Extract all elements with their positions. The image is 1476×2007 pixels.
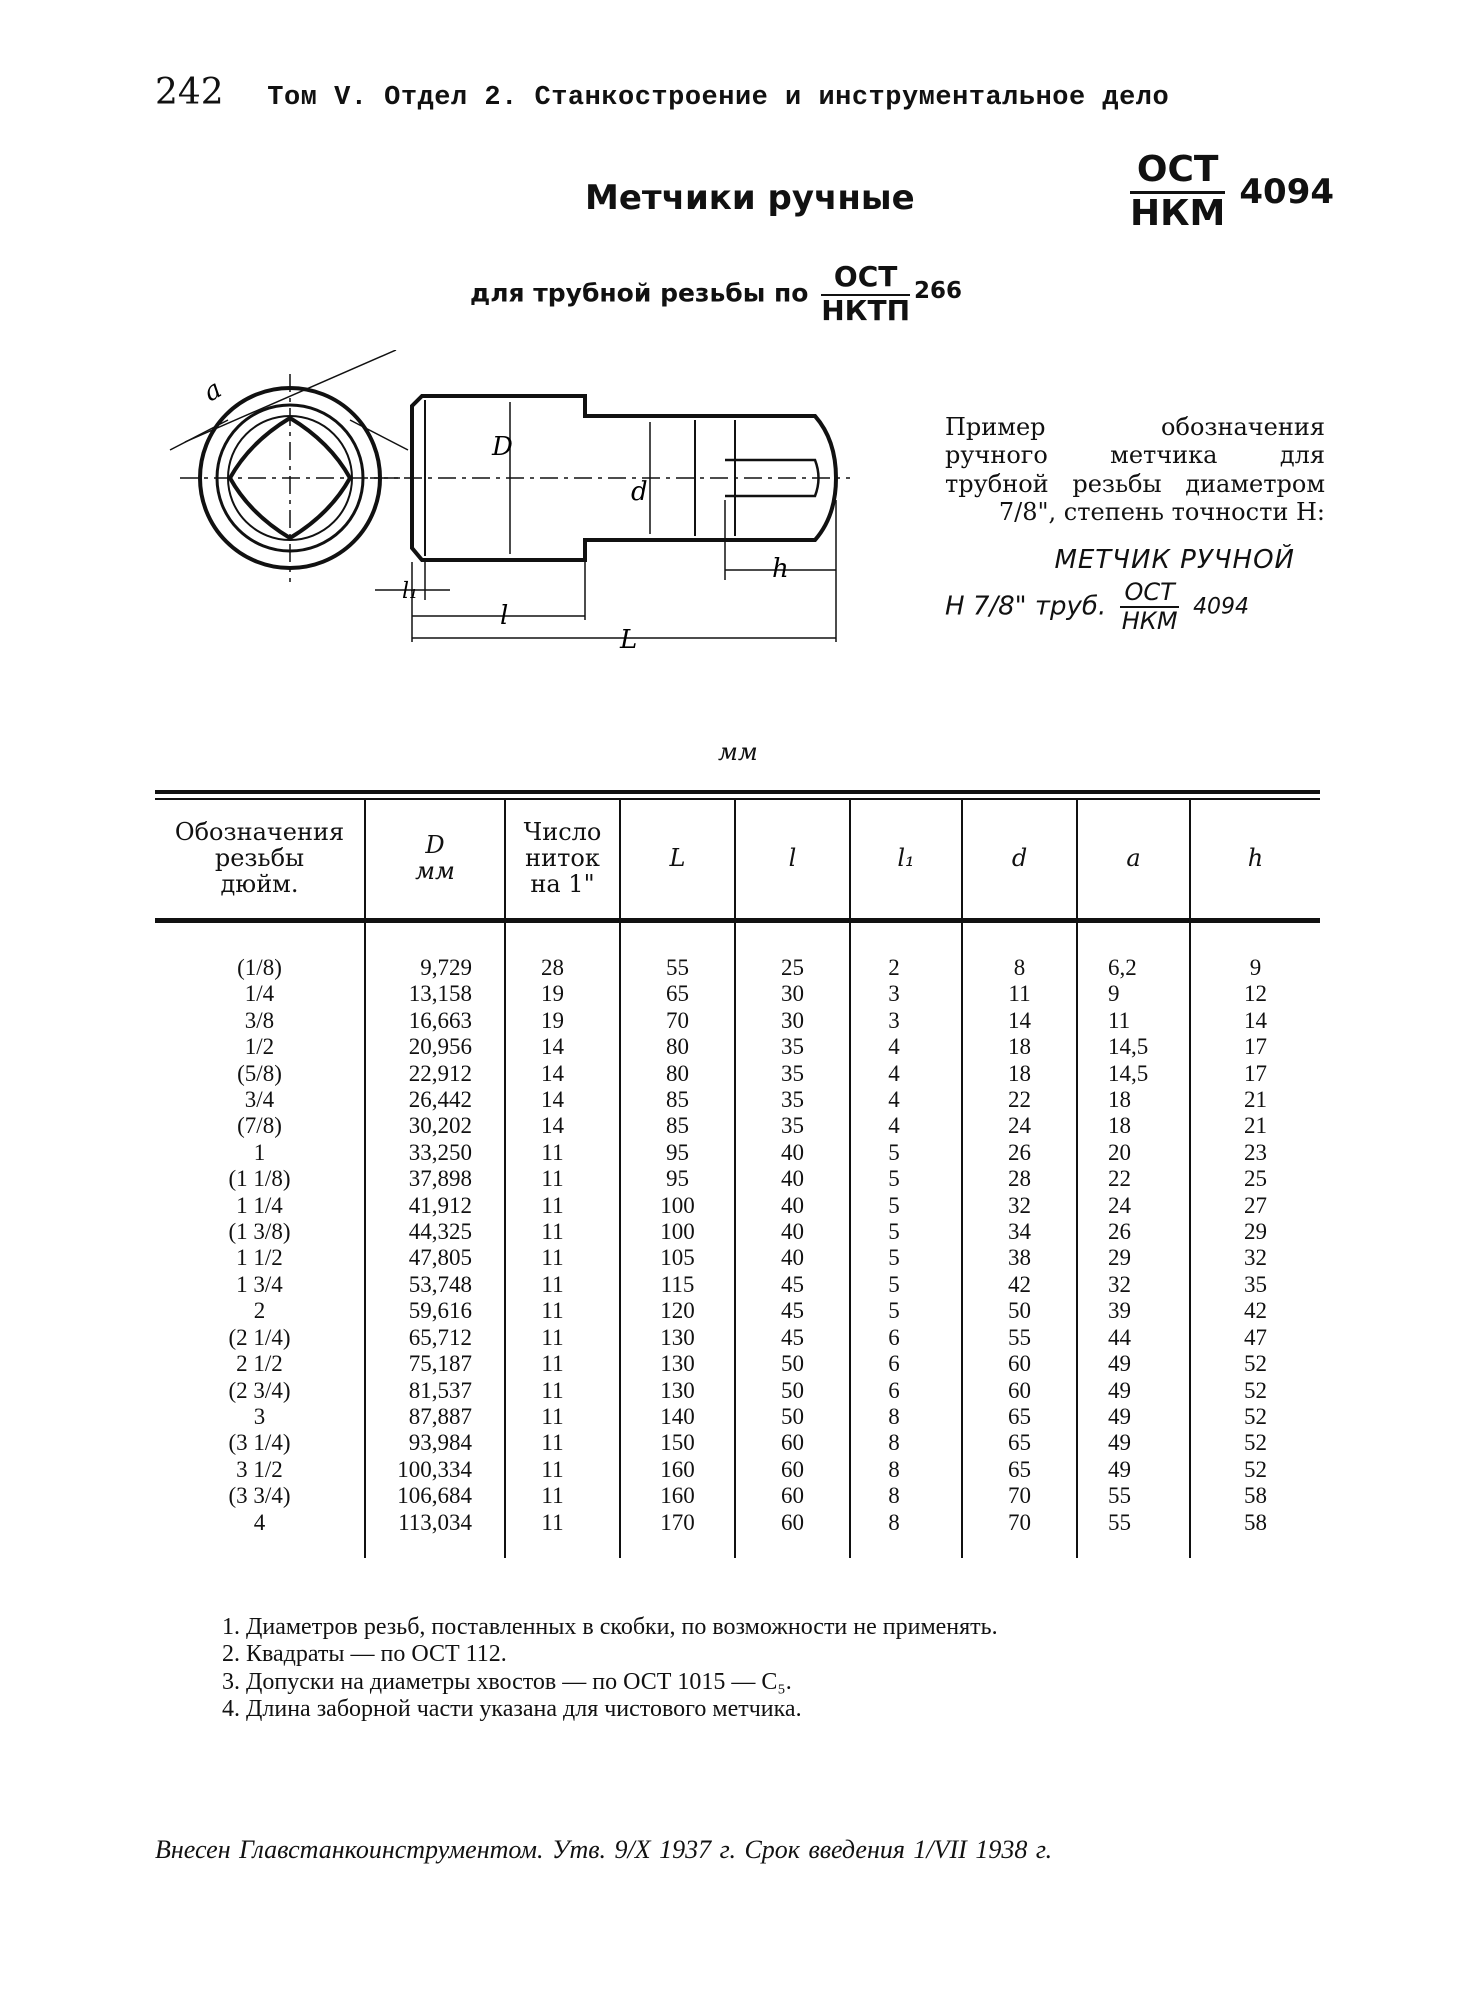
tap-drawing: [150, 350, 870, 670]
running-title: Том V. Отдел 2. Станкостроение и инструментальное дело: [267, 83, 1170, 113]
table-cell: 22: [1008, 1087, 1031, 1113]
designation-line1: МЕТЧИК РУЧНОЙ: [1054, 545, 1295, 575]
table-cell: 100,334: [397, 1456, 472, 1482]
table-cell: (3 3/4): [228, 1483, 291, 1509]
table-cell: 24: [1008, 1113, 1031, 1139]
label-L: L: [620, 625, 638, 655]
table-cell: 44,325: [408, 1219, 472, 1245]
header-l: l: [735, 800, 850, 918]
table-cell: 40: [781, 1139, 804, 1165]
table-cell: 40: [781, 1166, 804, 1192]
table-cell: 95: [666, 1166, 689, 1192]
header-D: D мм: [365, 800, 505, 918]
table-cell: 14: [541, 1113, 564, 1139]
table-cell: 42: [1244, 1298, 1267, 1324]
table-cell: 18: [1008, 1060, 1031, 1086]
table-cell: 12: [1244, 981, 1267, 1007]
table-cell: 9,729: [420, 955, 472, 980]
table-cell: 113,034: [398, 1509, 472, 1535]
standard-fraction: [1130, 150, 1225, 233]
table-cell: 8: [888, 1456, 900, 1482]
column-l: [735, 923, 850, 1558]
table-cell: 87,887: [408, 1403, 472, 1429]
table-cell: 60: [781, 1430, 804, 1456]
table-cell: 1/4: [244, 981, 275, 1007]
table-cell: 32: [1108, 1271, 1131, 1297]
table-cell: 11: [541, 1298, 564, 1324]
table-cell: 52: [1244, 1403, 1267, 1429]
page-number: 242: [155, 72, 224, 113]
header-threads: Число ниток на 1": [505, 800, 620, 918]
table-cell: 11: [541, 1483, 564, 1509]
table-cell: 39: [1108, 1298, 1131, 1324]
table-cell: 70: [666, 1007, 689, 1033]
table-cell: 8: [888, 1483, 900, 1509]
standard-number: 4094: [1239, 171, 1335, 212]
column-D: [365, 923, 505, 1558]
table-cell: 49: [1108, 1430, 1131, 1456]
column-designation: [155, 923, 365, 1558]
table-cell: 5: [888, 1219, 900, 1245]
table-cell: 60: [1008, 1351, 1031, 1377]
table-cell: 170: [660, 1509, 695, 1535]
table-cell: 50: [781, 1377, 804, 1403]
table-cell: 1 1/4: [236, 1192, 283, 1218]
table-cell: 85: [666, 1113, 689, 1139]
table-cell: 65: [1008, 1403, 1031, 1429]
table-cell: 35: [781, 1087, 804, 1113]
table-cell: 49: [1108, 1351, 1131, 1377]
table-cell: 45: [781, 1298, 804, 1324]
table-cell: 8: [1013, 955, 1026, 980]
table-cell: 1/2: [244, 1034, 275, 1060]
label-l: l: [500, 601, 509, 631]
table-cell: 28: [1008, 1166, 1031, 1192]
table-cell: 5: [888, 1139, 900, 1165]
table-cell: 42: [1008, 1271, 1031, 1297]
table-cell: 60: [781, 1483, 804, 1509]
table-cell: 32: [1244, 1245, 1267, 1271]
table-cell: 33,250: [408, 1139, 472, 1165]
table-cell: 5: [888, 1298, 900, 1324]
table-cell: 26,442: [408, 1087, 472, 1113]
table-body: [155, 923, 1320, 1558]
table-cell: (1 3/8): [228, 1219, 291, 1245]
dimensions-table: [155, 790, 1320, 1558]
table-cell: 21: [1244, 1113, 1267, 1139]
table-cell: 3: [253, 1403, 266, 1429]
table-cell: 4: [888, 1087, 900, 1113]
table-cell: 55: [1108, 1483, 1131, 1509]
standard-bottom: НКМ: [1130, 192, 1226, 234]
table-cell: (5/8): [237, 1060, 282, 1086]
subtitle-bottom: НКТП: [821, 293, 911, 327]
subtitle-fraction: [821, 262, 910, 327]
table-cell: 1: [253, 1139, 266, 1165]
table-cell: 6: [888, 1351, 900, 1377]
table-cell: 52: [1244, 1456, 1267, 1482]
table-cell: 2: [888, 955, 900, 980]
table-cell: 150: [660, 1430, 695, 1456]
header-designation: Обозначения резьбы дюйм.: [174, 818, 345, 898]
subtitle-number: 266: [914, 278, 963, 304]
table-cell: 11: [541, 1509, 564, 1535]
table-cell: 55: [1108, 1509, 1131, 1535]
table-cell: 11: [541, 1456, 564, 1482]
table-cell: 1 3/4: [236, 1271, 283, 1297]
table-cell: 8: [888, 1430, 900, 1456]
table-cell: 20,956: [408, 1034, 472, 1060]
table-cell: 4: [888, 1113, 900, 1139]
table-cell: 11: [541, 1166, 564, 1192]
note-2: 2. Квадраты — по ОСТ 112.: [222, 1641, 507, 1668]
designation-line2: [945, 579, 1295, 635]
table-cell: 27: [1244, 1192, 1267, 1218]
table-cell: 11: [541, 1377, 564, 1403]
table-cell: 9: [1108, 981, 1120, 1007]
table-cell: 30: [781, 1007, 804, 1033]
table-cell: 6,2: [1108, 955, 1137, 980]
designation-top: ОСТ: [1120, 579, 1178, 608]
table-cell: 60: [781, 1456, 804, 1482]
table-cell: 26: [1008, 1139, 1031, 1165]
table-cell: 34: [1008, 1219, 1031, 1245]
table-cell: 52: [1244, 1351, 1267, 1377]
table-cell: 55: [1008, 1324, 1031, 1350]
table-cell: 11: [541, 1351, 564, 1377]
designation-fraction: [1120, 579, 1178, 635]
table-cell: 17: [1244, 1060, 1267, 1086]
table-cell: 105: [660, 1245, 695, 1271]
standard-top: ОСТ: [1130, 150, 1225, 194]
table-cell: 80: [666, 1034, 689, 1060]
table-cell: 45: [781, 1271, 804, 1297]
table-cell: 14: [541, 1034, 564, 1060]
table-cell: 14: [541, 1060, 564, 1086]
table-cell: 60: [781, 1509, 804, 1535]
table-cell: 65,712: [408, 1324, 472, 1350]
header-d: d: [962, 800, 1077, 918]
table-cell: 2 1/2: [236, 1351, 283, 1377]
table-cell: 38: [1008, 1245, 1031, 1271]
column-l1: [850, 923, 962, 1558]
page-title: Метчики ручные: [585, 178, 915, 218]
table-cell: 5: [888, 1192, 900, 1218]
table-cell: 106,684: [397, 1483, 472, 1509]
table-cell: 26: [1108, 1219, 1131, 1245]
standard-designation: [1130, 150, 1334, 233]
table-cell: 25: [1244, 1166, 1267, 1192]
notes: [222, 1614, 998, 1723]
table-cell: (2 3/4): [228, 1377, 291, 1403]
table-cell: 40: [781, 1219, 804, 1245]
table-cell: 160: [660, 1456, 695, 1482]
column-threads: [505, 923, 620, 1558]
table-cell: (1/8): [237, 955, 282, 980]
table-cell: 17: [1244, 1034, 1267, 1060]
table-cell: 24: [1108, 1192, 1131, 1218]
table-cell: 80: [666, 1060, 689, 1086]
label-d: d: [631, 477, 648, 507]
table-cell: 6: [888, 1324, 900, 1350]
label-D: D: [492, 432, 513, 462]
table-cell: 28: [541, 955, 564, 980]
label-a: a: [198, 374, 227, 409]
table-cell: 6: [888, 1377, 900, 1403]
table-cell: 9: [1249, 955, 1262, 980]
table-cell: 8: [888, 1403, 900, 1429]
table-cell: 11: [541, 1219, 564, 1245]
subtitle: [470, 262, 962, 327]
table-cell: 1 1/2: [236, 1245, 283, 1271]
table-cell: 40: [781, 1192, 804, 1218]
table-cell: 50: [781, 1403, 804, 1429]
column-L: [620, 923, 735, 1558]
table-cell: 47,805: [408, 1245, 472, 1271]
table-cell: 18: [1108, 1087, 1131, 1113]
column-h: [1190, 923, 1320, 1558]
header-h: h: [1190, 800, 1320, 918]
column-a: [1077, 923, 1190, 1558]
table-cell: 52: [1244, 1430, 1267, 1456]
table-cell: 70: [1008, 1483, 1031, 1509]
table-cell: 115: [660, 1271, 695, 1297]
table-cell: 93,984: [408, 1430, 472, 1456]
label-h: h: [772, 554, 789, 584]
table-cell: 52: [1244, 1377, 1267, 1403]
table-cell: 11: [541, 1139, 564, 1165]
table-cell: 55: [666, 955, 689, 980]
table-cell: 11: [1008, 981, 1031, 1007]
table-cell: 100: [660, 1192, 695, 1218]
table-cell: 18: [1108, 1113, 1131, 1139]
table-cell: 49: [1108, 1377, 1131, 1403]
running-header: [155, 72, 1169, 113]
table-cell: 50: [1008, 1298, 1031, 1324]
table-cell: (3 1/4): [228, 1430, 291, 1456]
table-cell: 18: [1008, 1034, 1031, 1060]
table-header-row: [155, 800, 1320, 918]
table-cell: 50: [781, 1351, 804, 1377]
table-cell: 29: [1244, 1219, 1267, 1245]
table-cell: 35: [1244, 1271, 1267, 1297]
table-cell: 53,748: [408, 1271, 472, 1297]
table-cell: 21: [1244, 1087, 1267, 1113]
designation-prefix: H 7/8" труб.: [945, 591, 1107, 622]
table-cell: 8: [888, 1509, 900, 1535]
footer-approval: Внесен Главстанкоинструментом. Утв. 9/X 1937 г. Срок введения 1/VII 1938 г.: [155, 1835, 1053, 1864]
designation-bottom: НКМ: [1121, 607, 1178, 636]
table-cell: 95: [666, 1139, 689, 1165]
table-cell: 130: [660, 1377, 695, 1403]
table-cell: 2: [253, 1298, 266, 1324]
table-cell: 3 1/2: [236, 1456, 283, 1482]
table-cell: 65: [666, 981, 689, 1007]
table-cell: 16,663: [408, 1007, 472, 1033]
table-cell: 11: [1108, 1007, 1131, 1033]
table-cell: 14: [1244, 1007, 1267, 1033]
header-l1: l₁: [850, 800, 962, 918]
table-cell: 35: [781, 1113, 804, 1139]
designation-number: 4094: [1193, 594, 1250, 620]
table-cell: 130: [660, 1351, 695, 1377]
table-cell: 14: [1008, 1007, 1031, 1033]
note-4: 4. Длина заборной части указана для чистового метчика.: [222, 1696, 802, 1723]
table-cell: 14: [541, 1087, 564, 1113]
table-cell: 3: [888, 981, 900, 1007]
note-1: 1. Диаметров резьб, поставленных в скобки, по возможности не применять.: [222, 1614, 998, 1640]
table-cell: 120: [660, 1298, 695, 1324]
table-cell: 49: [1108, 1403, 1131, 1429]
header-a: a: [1077, 800, 1190, 918]
table-cell: 35: [781, 1060, 804, 1086]
table-cell: 58: [1244, 1509, 1267, 1535]
table-cell: 23: [1244, 1139, 1267, 1165]
table-cell: 35: [781, 1034, 804, 1060]
table-cell: (7/8): [237, 1113, 282, 1139]
table-cell: 60: [1008, 1377, 1031, 1403]
table-cell: 11: [541, 1245, 564, 1271]
table-cell: 25: [781, 955, 804, 980]
table-cell: 11: [541, 1192, 564, 1218]
table-cell: 3/4: [244, 1087, 275, 1113]
table-cell: 100: [660, 1219, 695, 1245]
table-cell: 29: [1108, 1245, 1131, 1271]
table-cell: 13,158: [408, 981, 472, 1007]
table-cell: 47: [1244, 1324, 1267, 1350]
table-cell: 130: [660, 1324, 695, 1350]
table-cell: (2 1/4): [228, 1324, 291, 1350]
table-cell: 41,912: [408, 1192, 472, 1218]
table-cell: 160: [660, 1483, 695, 1509]
label-l1: l₁: [402, 579, 418, 604]
table-cell: 65: [1008, 1456, 1031, 1482]
table-cell: 20: [1108, 1139, 1131, 1165]
table-cell: 40: [781, 1245, 804, 1271]
subtitle-prefix: для трубной резьбы по: [470, 278, 809, 308]
table-cell: 45: [781, 1324, 804, 1350]
note-3: 3. Допуски на диаметры хвостов — по ОСТ 1015 — C₅.: [222, 1668, 792, 1695]
table-cell: 5: [888, 1166, 900, 1192]
tap-side-view: [370, 396, 850, 642]
table-cell: 5: [888, 1271, 900, 1297]
table-cell: 65: [1008, 1430, 1031, 1456]
table-cell: 3/8: [244, 1007, 275, 1033]
table-cell: 4: [253, 1509, 266, 1535]
table-cell: 44: [1108, 1324, 1131, 1350]
table-cell: 37,898: [408, 1166, 472, 1192]
table-cell: 30: [781, 981, 804, 1007]
table-cell: 11: [541, 1324, 564, 1350]
table-cell: 4: [888, 1034, 900, 1060]
header-L: L: [620, 800, 735, 918]
table-cell: 22,912: [408, 1060, 472, 1086]
table-cell: 4: [888, 1060, 900, 1086]
table-cell: 30,202: [408, 1113, 472, 1139]
designation-example-text: Пример обозначения ручного метчика для трубной резьбы диаметром 7/8", степень точности H:: [945, 413, 1325, 526]
table-cell: (1 1/8): [228, 1166, 291, 1192]
table-cell: 22: [1108, 1166, 1131, 1192]
table-cell: 49: [1108, 1456, 1131, 1482]
table-cell: 75,187: [408, 1351, 472, 1377]
table-cell: 14,5: [1108, 1034, 1149, 1060]
subtitle-top: ОСТ: [821, 262, 910, 296]
units-label: мм: [718, 738, 758, 766]
table-cell: 11: [541, 1403, 564, 1429]
column-d: [962, 923, 1077, 1558]
table-cell: 81,537: [408, 1377, 472, 1403]
table-cell: 11: [541, 1271, 564, 1297]
table-cell: 58: [1244, 1483, 1267, 1509]
table-cell: 3: [888, 1007, 900, 1033]
table-cell: 70: [1008, 1509, 1031, 1535]
table-cell: 11: [541, 1430, 564, 1456]
table-cell: 140: [660, 1403, 695, 1429]
designation-example: [945, 545, 1295, 635]
table-cell: 19: [541, 981, 564, 1007]
table-cell: 85: [666, 1087, 689, 1113]
table-cell: 5: [888, 1245, 900, 1271]
table-cell: 19: [541, 1007, 564, 1033]
table-cell: 32: [1008, 1192, 1031, 1218]
table-cell: 14,5: [1108, 1060, 1149, 1086]
table-cell: 59,616: [408, 1298, 472, 1324]
